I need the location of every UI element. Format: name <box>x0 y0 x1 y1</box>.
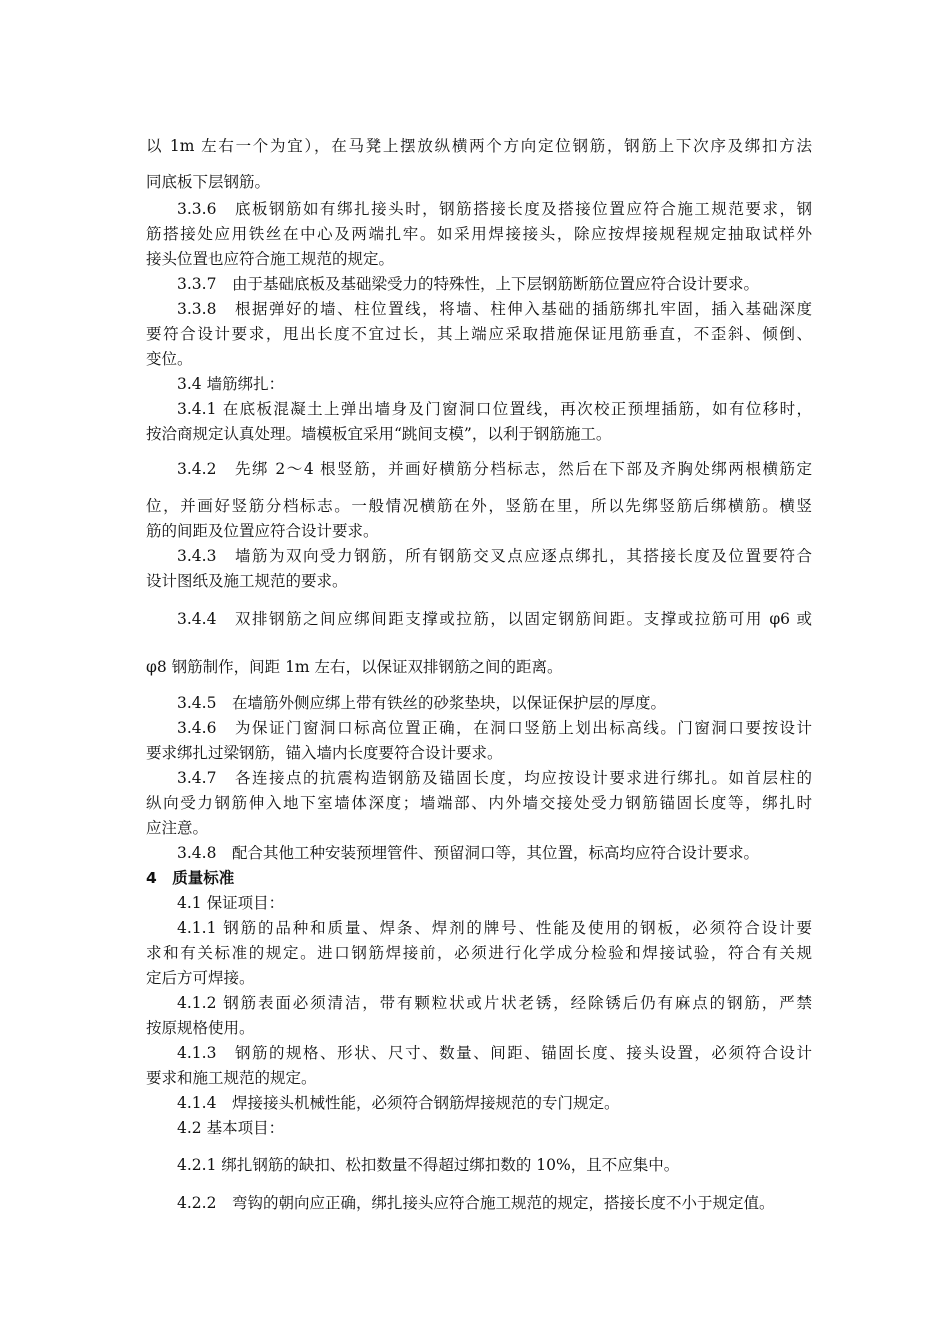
text-line: 3.4.2 先绑 2～4 根竖筋，并画好横筋分档标志，然后在下部及齐胸处绑两根横筋定 <box>177 460 812 478</box>
text-line: 按原规格使用。 <box>146 1019 255 1037</box>
text-line: 3.4.3 墙筋为双向受力钢筋，所有钢筋交叉点应逐点绑扎，其搭接长度及位置要符合 <box>177 547 812 565</box>
text-line: 4.2.1 绑扎钢筋的缺扣、松扣数量不得超过绑扣数的 10%，且不应集中。 <box>177 1156 680 1174</box>
text-line: 3.4.6 为保证门窗洞口标高位置正确，在洞口竖筋上划出标高线。门窗洞口要按设计 <box>177 719 812 737</box>
text-line: 要符合设计要求，甩出长度不宜过长，其上端应采取措施保证甩筋垂直，不歪斜、倾倒、 <box>146 325 812 343</box>
text-line: 3.4.7 各连接点的抗震构造钢筋及锚固长度，均应按设计要求进行绑扎。如首层柱的 <box>177 769 812 787</box>
text-line: 4.2 基本项目： <box>177 1119 285 1137</box>
section-heading: 4 质量标准 <box>146 869 235 887</box>
text-line: 3.4.1 在底板混凝土上弹出墙身及门窗洞口位置线，再次校正预埋插筋，如有位移时， <box>177 400 812 418</box>
text-line: 4.2.2 弯钩的朝向应正确，绑扎接头应符合施工规范的规定，搭接长度不小于规定值。 <box>177 1194 775 1212</box>
text-line: 3.4 墙筋绑扎： <box>177 375 285 393</box>
text-line: 3.3.6 底板钢筋如有绑扎接头时，钢筋搭接长度及搭接位置应符合施工规范要求，钢 <box>177 200 812 218</box>
text-line: 求和有关标准的规定。进口钢筋焊接前，必须进行化学成分检验和焊接试验，符合有关规 <box>146 944 812 962</box>
text-line: 纵向受力钢筋伸入地下室墙体深度；墙端部、内外墙交接处受力钢筋锚固长度等，绑扎时 <box>146 794 812 812</box>
text-line: 3.3.8 根据弹好的墙、柱位置线，将墙、柱伸入基础的插筋绑扎牢固，插入基础深度 <box>177 300 812 318</box>
text-line: 同底板下层钢筋。 <box>146 173 271 191</box>
text-line: 3.4.4 双排钢筋之间应绑间距支撑或拉筋，以固定钢筋间距。支撑或拉筋可用 φ6 或 <box>177 610 812 628</box>
text-line: 4.1.2 钢筋表面必须清洁，带有颗粒状或片状老锈，经除锈后仍有麻点的钢筋，严禁 <box>177 994 812 1012</box>
text-line: 筋搭接处应用铁丝在中心及两端扎牢。如采用焊接接头，除应按焊接规程规定抽取试样外 <box>146 225 812 243</box>
text-line: 接头位置也应符合施工规范的规定。 <box>146 250 395 268</box>
text-line: 3.4.8 配合其他工种安装预埋管件、预留洞口等，其位置，标高均应符合设计要求。 <box>177 844 759 862</box>
text-line: 4.1.4 焊接接头机械性能，必须符合钢筋焊接规范的专门规定。 <box>177 1094 620 1112</box>
text-line: 变位。 <box>146 350 193 368</box>
text-line: 3.4.5 在墙筋外侧应绑上带有铁丝的砂浆垫块，以保证保护层的厚度。 <box>177 694 666 712</box>
text-line: φ8 钢筋制作，间距 1m 左右，以保证双排钢筋之间的距离。 <box>146 658 563 676</box>
text-line: 筋的间距及位置应符合设计要求。 <box>146 522 379 540</box>
text-line: 按洽商规定认真处理。墙模板宜采用“跳间支模”，以利于钢筋施工。 <box>146 425 612 443</box>
text-line: 4.1.3 钢筋的规格、形状、尺寸、数量、间距、锚固长度、接头设置，必须符合设计 <box>177 1044 812 1062</box>
text-line: 要求和施工规范的规定。 <box>146 1069 317 1087</box>
text-line: 3.3.7 由于基础底板及基础梁受力的特殊性，上下层钢筋断筋位置应符合设计要求。 <box>177 275 759 293</box>
text-line: 应注意。 <box>146 819 209 837</box>
text-line: 4.1.1 钢筋的品种和质量、焊条、焊剂的牌号、性能及使用的钢板，必须符合设计要 <box>177 919 812 937</box>
text-line: 要求绑扎过梁钢筋，锚入墙内长度要符合设计要求。 <box>146 744 503 762</box>
text-line: 设计图纸及施工规范的要求。 <box>146 572 348 590</box>
text-line: 4.1 保证项目： <box>177 894 285 912</box>
text-line: 定后方可焊接。 <box>146 969 255 987</box>
text-line: 位，并画好竖筋分档标志。一般情况横筋在外，竖筋在里，所以先绑竖筋后绑横筋。横竖 <box>146 497 812 515</box>
text-line: 以 1m 左右一个为宜），在马凳上摆放纵横两个方向定位钢筋，钢筋上下次序及绑扣方法 <box>146 137 812 155</box>
